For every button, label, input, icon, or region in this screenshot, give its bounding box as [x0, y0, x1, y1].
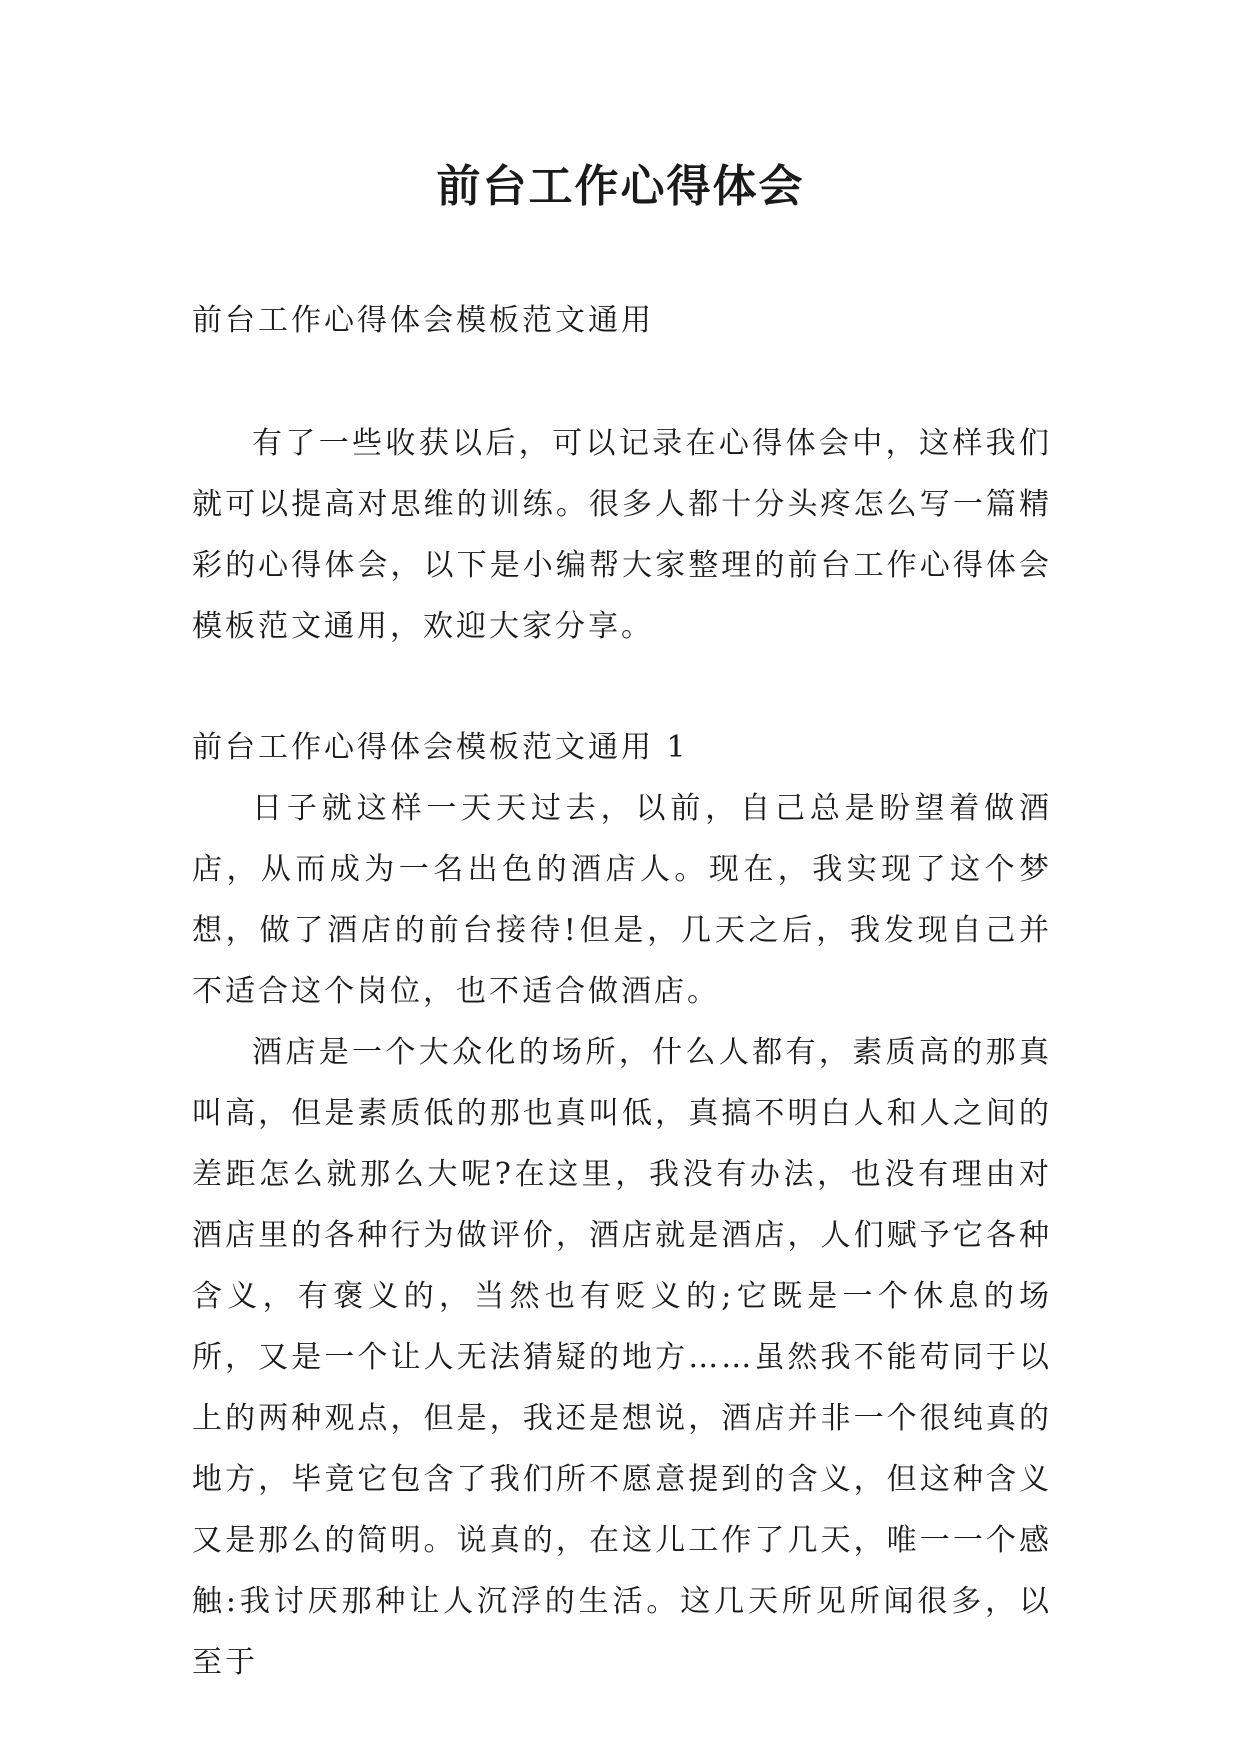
section-title: 前台工作心得体会模板范文通用 1 [192, 730, 689, 765]
body-paragraph-1: 日子就这样一天天过去，以前，自己总是盼望着做酒店，从而成为一名出色的酒店人。现在，我实现了这个梦想，做了酒店的前台接待!但是，几天之后，我发现自己并不适合这个岗位，也不适合做酒店。 [192, 791, 1052, 1009]
document-body [192, 290, 1052, 1693]
document-title: 前台工作心得体会 [436, 161, 805, 212]
intro-paragraph: 有了一些收获以后，可以记录在心得体会中，这样我们就可以提高对思维的训练。很多人都十分头疼怎么写一篇精彩的心得体会，以下是小编帮大家整理的前台工作心得体会模板范文通用，欢迎大家分享。 [192, 426, 1052, 644]
body-paragraph-2: 酒店是一个大众化的场所，什么人都有，素质高的那真叫高，但是素质低的那也真叫低，真搞不明白人和人之间的差距怎么就那么大呢?在这里，我没有办法，也没有理由对酒店里的各种行为做评价，酒店就是酒店，人们赋予它各种含义，有褒义的，当然也有贬义的;它既是一个休息的场所，又是一个让人无法猜疑的地方……虽然我不能苟同于以上的两种观点，但是，我还是想说，酒店并非一个很纯真的地方，毕竟它包含了我们所不愿意提到的含义，但这种含义又是那么的简明。说真的，在这儿工作了几天，唯一一个感触:我讨厌那种让人沉浮的生活。这几天所见所闻很多，以至于 [192, 1035, 1052, 1680]
document-subtitle: 前台工作心得体会模板范文通用 [192, 303, 654, 338]
